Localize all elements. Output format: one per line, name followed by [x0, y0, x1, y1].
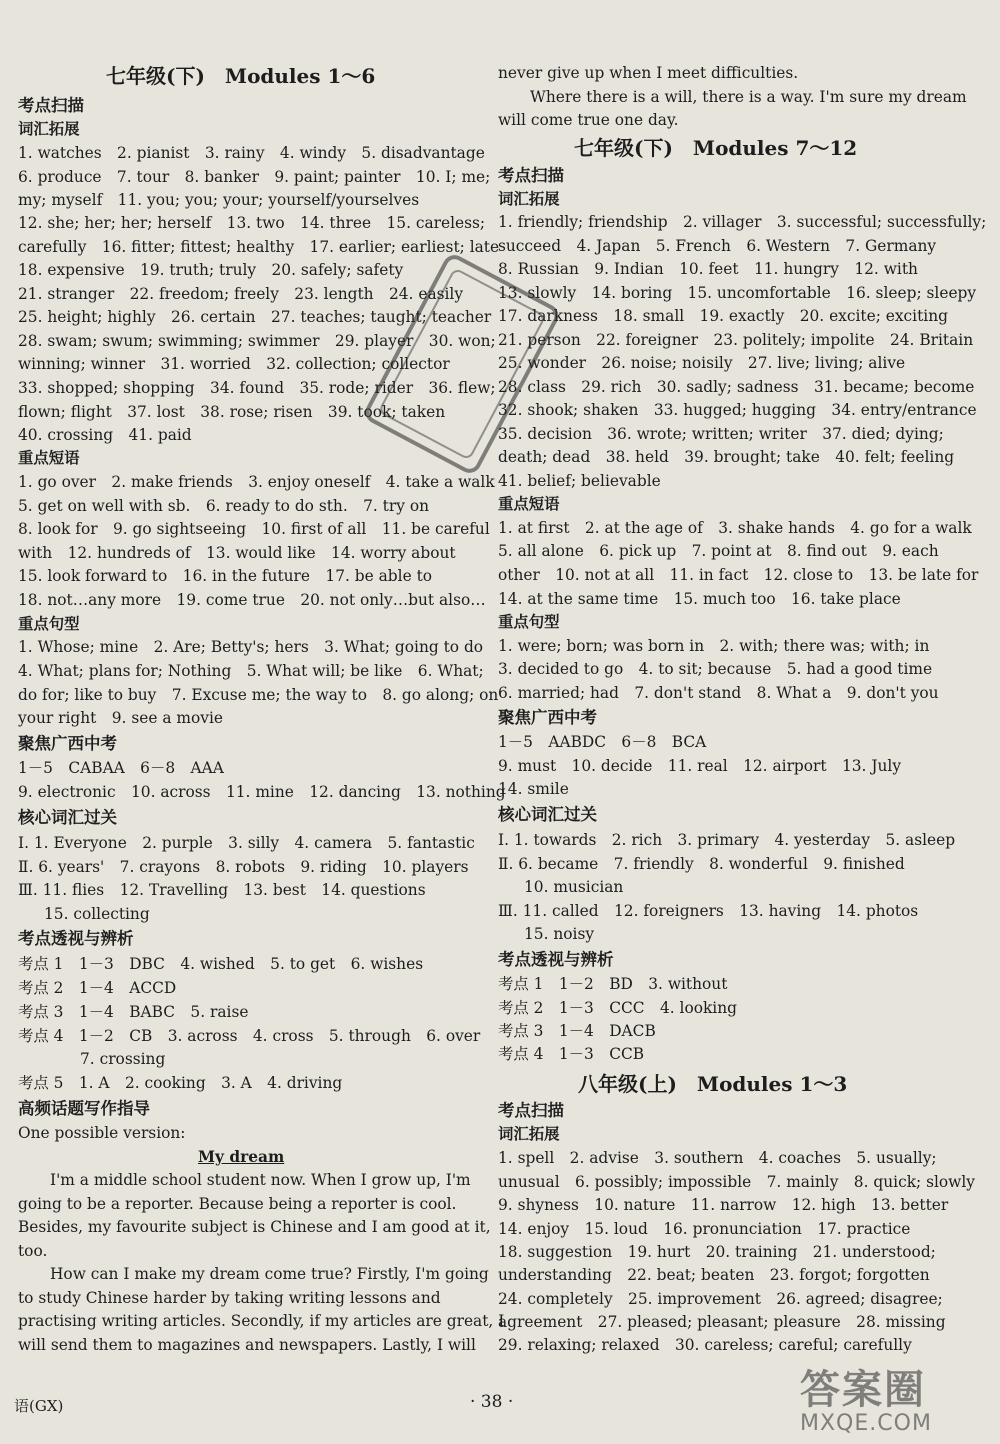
essay-line: going to be a reporter. Because being a reporter is cool. — [18, 1195, 457, 1213]
essay-line: Besides, my favourite subject is Chinese and I am good at it, — [18, 1218, 491, 1236]
answer-line: 14. enjoy 15. loud 16. pronunciation 17. practice — [498, 1220, 911, 1238]
site-logo — [800, 1358, 932, 1436]
answer-line: 1. go over 2. make friends 3. enjoy oneself 4. take a walk — [18, 473, 495, 491]
subsection-heading: 重点短语 — [18, 449, 80, 467]
answer-line: 考点 1 1－2 BD 3. without — [498, 975, 728, 993]
answer-line: 41. belief; believable — [498, 472, 661, 490]
section-heading: 聚焦广西中考 — [498, 708, 597, 727]
subsection-heading: 词汇拓展 — [18, 120, 80, 138]
answer-line: Ⅱ. 6. became 7. friendly 8. wonderful 9. finished — [498, 855, 905, 873]
answer-line: 15. collecting — [44, 905, 150, 923]
answer-line: 5. all alone 6. pick up 7. point at 8. find out 9. each — [498, 542, 939, 560]
answer-line: 13. slowly 14. boring 15. uncomfortable 16. sleep; sleepy — [498, 284, 977, 302]
essay-line: I'm a middle school student now. When I grow up, I'm — [50, 1171, 471, 1189]
answer-line: 3. decided to go 4. to sit; because 5. had a good time — [498, 660, 933, 678]
section-heading: 考点扫描 — [498, 1101, 564, 1120]
essay-line: to study Chinese harder by taking writing lessons and — [18, 1289, 441, 1307]
answer-line: 40. crossing 41. paid — [18, 426, 192, 444]
answer-line: 考点 4 1－2 CB 3. across 4. cross 5. through 6. over — [18, 1027, 481, 1045]
answer-line: agreement 27. pleased; pleasant; pleasure 28. missing — [498, 1313, 946, 1331]
answer-line: 33. shopped; shopping 34. found 35. rode; rider 36. flew; — [18, 379, 496, 397]
answer-line: 21. person 22. foreigner 23. politely; impolite 24. Britain — [498, 331, 974, 349]
answer-line: unusual 6. possibly; impossible 7. mainly 8. quick; slowly — [498, 1173, 975, 1191]
answer-line: 6. produce 7. tour 8. banker 9. paint; painter 10. I; me; — [18, 168, 491, 186]
essay-line: practising writing articles. Secondly, if my articles are great, I — [18, 1312, 505, 1330]
answer-line: 1. spell 2. advise 3. southern 4. coaches 5. usually; — [498, 1149, 937, 1167]
answer-line: 考点 1 1－3 DBC 4. wished 5. to get 6. wishes — [18, 955, 424, 973]
chapter-title: 八年级(上) Modules 1～3 — [578, 1072, 848, 1096]
answer-line: 24. completely 25. improvement 26. agreed; disagree; — [498, 1290, 943, 1308]
answer-line: 6. married; had 7. don't stand 8. What a 9. don't you — [498, 684, 939, 702]
answer-line: 25. height; highly 26. certain 27. teaches; taught; teacher — [18, 308, 492, 326]
subsection-heading: 重点短语 — [498, 495, 560, 513]
answer-line: 考点 3 1－4 BABC 5. raise — [18, 1003, 249, 1021]
answer-line: 14. smile — [498, 780, 569, 798]
answer-line: understanding 22. beat; beaten 23. forgot; forgotten — [498, 1266, 930, 1284]
answer-line: 7. crossing — [80, 1050, 166, 1068]
answer-line: 18. not…any more 19. come true 20. not only…but also… — [18, 591, 486, 609]
chapter-title: 七年级(下) Modules 1～6 — [106, 64, 376, 88]
answer-line: other 10. not at all 11. in fact 12. close to 13. be late for — [498, 566, 979, 584]
answer-line: One possible version: — [18, 1124, 186, 1142]
answer-line: 1－5 CABAA 6－8 AAA — [18, 759, 224, 777]
answer-line: 4. What; plans for; Nothing 5. What will; be like 6. What; — [18, 662, 484, 680]
answer-line: 15. look forward to 16. in the future 17. be able to — [18, 567, 433, 585]
answer-line: Ⅰ. 1. towards 2. rich 3. primary 4. yesterday 5. asleep — [498, 831, 956, 849]
answer-line: 15. noisy — [524, 925, 595, 943]
section-heading: 考点扫描 — [498, 166, 564, 185]
answer-line: 35. decision 36. wrote; written; writer 37. died; dying; — [498, 425, 944, 443]
answer-line: Ⅱ. 6. years' 7. crayons 8. robots 9. riding 10. players — [18, 858, 469, 876]
answer-line: 14. at the same time 15. much too 16. take place — [498, 590, 901, 608]
subsection-heading: 词汇拓展 — [498, 1125, 560, 1143]
answer-line: 考点 5 1. A 2. cooking 3. A 4. driving — [18, 1074, 343, 1092]
page-number: · 38 · — [470, 1392, 514, 1412]
essay-line: never give up when I meet difficulties. — [498, 64, 799, 82]
answer-line: 1. Whose; mine 2. Are; Betty's; hers 3. What; going to do — [18, 638, 484, 656]
chapter-title: 七年级(下) Modules 7～12 — [574, 136, 858, 160]
answer-line: 考点 3 1－4 DACB — [498, 1022, 656, 1040]
answer-line: 29. relaxing; relaxed 30. careless; careful; carefully — [498, 1336, 912, 1354]
answer-line: your right 9. see a movie — [18, 709, 223, 727]
answer-line: Ⅲ. 11. flies 12. Travelling 13. best 14. questions — [18, 881, 426, 899]
answer-line: carefully 16. fitter; fittest; healthy 17. earlier; earliest; late — [18, 238, 500, 256]
answer-line: do for; like to buy 7. Excuse me; the way to 8. go along; on — [18, 686, 499, 704]
answer-line: 18. expensive 19. truth; truly 20. safely; safety — [18, 261, 404, 279]
answer-line: winning; winner 31. worried 32. collection; collector — [18, 355, 450, 373]
answer-line: 28. class 29. rich 30. sadly; sadness 31. became; become — [498, 378, 975, 396]
section-heading: 考点透视与辨析 — [498, 950, 614, 969]
answer-line: 9. shyness 10. nature 11. narrow 12. high 13. better — [498, 1196, 949, 1214]
answer-line: succeed 4. Japan 5. French 6. Western 7. Germany — [498, 237, 937, 255]
answer-line: death; dead 38. held 39. brought; take 40. felt; feeling — [498, 448, 955, 466]
answer-line: 5. get on well with sb. 6. ready to do sth. 7. try on — [18, 497, 429, 515]
answer-line: flown; flight 37. lost 38. rose; risen 39. took; taken — [18, 403, 446, 421]
subsection-heading: 重点句型 — [18, 615, 80, 633]
answer-line: 1. watches 2. pianist 3. rainy 4. windy 5. disadvantage — [18, 144, 485, 162]
section-heading: 高频话题写作指导 — [18, 1099, 150, 1118]
answer-line: 32. shook; shaken 33. hugged; hugging 34. entry/entrance — [498, 401, 977, 419]
answer-line: 考点 4 1－3 CCB — [498, 1045, 645, 1063]
answer-line: 考点 2 1－3 CCC 4. looking — [498, 999, 737, 1017]
footer-subject-label: 语(GX) — [14, 1397, 64, 1415]
essay-line: will send them to magazines and newspapers. Lastly, I will — [18, 1336, 476, 1354]
answer-line: Ⅲ. 11. called 12. foreigners 13. having 14. photos — [498, 902, 919, 920]
section-heading: 核心词汇过关 — [18, 808, 117, 827]
answer-line: 10. musician — [524, 878, 624, 896]
answer-line: 9. electronic 10. across 11. mine 12. dancing 13. nothing — [18, 783, 506, 801]
answer-line: 1－5 AABDC 6－8 BCA — [498, 733, 707, 751]
section-heading: 核心词汇过关 — [498, 805, 597, 824]
answer-line: 8. Russian 9. Indian 10. feet 11. hungry 12. with — [498, 260, 918, 278]
answer-line: 考点 2 1－4 ACCD — [18, 979, 177, 997]
answer-line: 21. stranger 22. freedom; freely 23. length 24. easily — [18, 285, 464, 303]
logo-url: MXQE.COM — [800, 1411, 932, 1436]
essay-line: too. — [18, 1242, 48, 1260]
answer-line: 9. must 10. decide 11. real 12. airport 13. July — [498, 757, 902, 775]
section-heading: 聚焦广西中考 — [18, 734, 117, 753]
subsection-heading: 词汇拓展 — [498, 190, 560, 208]
answer-line: my; myself 11. you; you; your; yourself/yourselves — [18, 191, 420, 209]
answer-line: 1. were; born; was born in 2. with; there was; with; in — [498, 637, 930, 655]
section-heading: 考点扫描 — [18, 96, 84, 115]
answer-line: 8. look for 9. go sightseeing 10. first of all 11. be careful — [18, 520, 490, 538]
answer-line: 17. darkness 18. small 19. exactly 20. excite; exciting — [498, 307, 948, 325]
essay-line: will come true one day. — [498, 111, 679, 129]
subsection-heading: 重点句型 — [498, 613, 560, 631]
answer-line: Ⅰ. 1. Everyone 2. purple 3. silly 4. camera 5. fantastic — [18, 834, 475, 852]
answer-line: with 12. hundreds of 13. would like 14. worry about — [18, 544, 456, 562]
answer-line: 25. wonder 26. noise; noisily 27. live; living; alive — [498, 354, 906, 372]
answer-line: 18. suggestion 19. hurt 20. training 21. understood; — [498, 1243, 936, 1261]
answer-line: 12. she; her; her; herself 13. two 14. three 15. careless; — [18, 214, 486, 232]
answer-line: 1. at first 2. at the age of 3. shake hands 4. go for a walk — [498, 519, 972, 537]
essay-title: My dream — [198, 1148, 285, 1166]
essay-line: How can I make my dream come true? Firstly, I'm going — [50, 1265, 489, 1283]
essay-line: Where there is a will, there is a way. I'm sure my dream — [530, 88, 967, 106]
logo-text: 答案圈 — [800, 1367, 926, 1413]
answer-line: 28. swam; swum; swimming; swimmer 29. player 30. won; — [18, 332, 496, 350]
answer-line: 1. friendly; friendship 2. villager 3. successful; successfully; — [498, 213, 987, 231]
section-heading: 考点透视与辨析 — [18, 929, 134, 948]
